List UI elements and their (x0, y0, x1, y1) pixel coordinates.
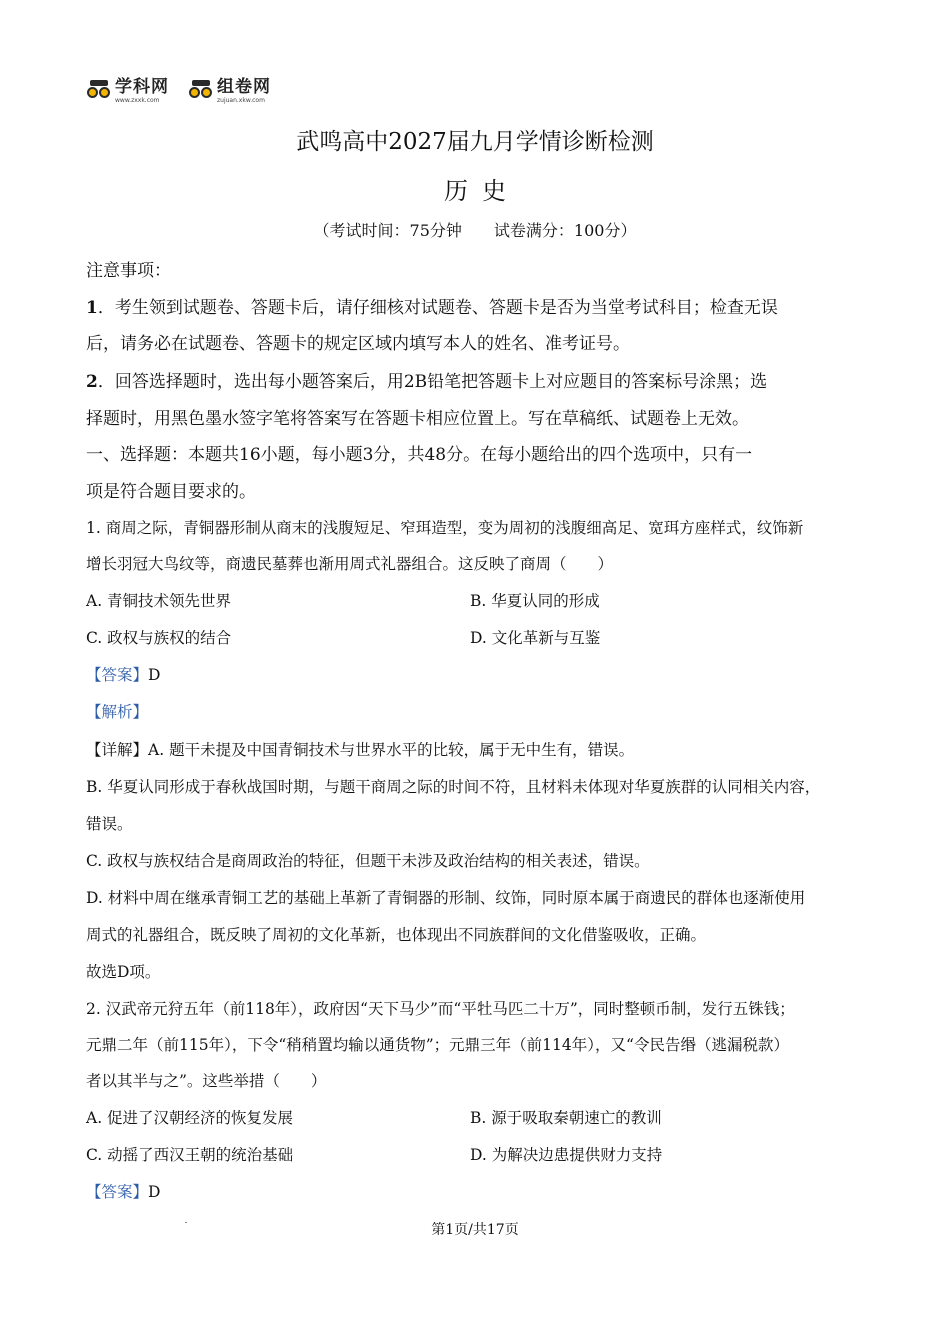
answer-value: D (148, 1183, 161, 1201)
note-item-2-line1 (86, 367, 767, 392)
question-1-detail-line6: 周式的礼器组合，既反映了周初的文化革新，也体现出不同族群间的文化借鉴吸收，正确。 (86, 926, 707, 944)
question-1-detail-line4: C. 政权与族权结合是商周政治的特征，但题干未涉及政治结构的相关表述，错误。 (86, 852, 650, 870)
answer-tag: 【答案】 (86, 666, 149, 684)
question-1-option-b: B. 华夏认同的形成 (470, 592, 600, 610)
note-text: ．回答选择题时，选出每小题答案后，用2B铅笔把答题卡上对应题目的答案标号涂黑；选 (97, 372, 768, 392)
owl-logo-icon (188, 80, 214, 102)
logo-url: www.zxxk.com (115, 96, 160, 104)
question-2-option-d: D. 为解决边患提供财力支持 (470, 1146, 663, 1164)
answer-value: D (148, 666, 161, 684)
question-1-answer (86, 663, 160, 685)
note-number: 2 (86, 372, 98, 392)
question-1-option-d: D. 文化革新与互鉴 (470, 629, 601, 647)
exam-subject: 历史 (444, 177, 520, 205)
question-2-option-a: A. 促进了汉朝经济的恢复发展 (86, 1109, 294, 1127)
logo-url: zujuan.xkw.com (217, 96, 265, 104)
section-heading-line2: 项是符合题目要求的。 (86, 482, 256, 502)
page-number: 第1页/共17页 (431, 1222, 519, 1238)
owl-logo-icon (86, 80, 112, 102)
exam-info: （考试时间：75分钟 试卷满分：100分） (313, 221, 637, 240)
question-2-stem-line2: 元鼎二年（前115年），下令“稍稍置均输以通货物”；元鼎三年（前114年），又“令民告缗（逃漏税款） (86, 1036, 789, 1054)
question-1-detail-line5: D. 材料中周在继承青铜工艺的基础上革新了青铜器的形制、纹饰，同时原本属于商遗民的群体也逐渐使用 (86, 889, 806, 907)
question-1-option-a: A. 青铜技术领先世界 (86, 592, 232, 610)
logo-name: 组卷网 (217, 76, 271, 97)
question-1-analysis-tag: 【解析】 (86, 703, 149, 721)
question-1-detail-line2: B. 华夏认同形成于春秋战国时期，与题干商周之际的时间不符，且材料未体现对华夏族群的认同相关内容， (86, 778, 821, 796)
question-1-option-c: C. 政权与族权的结合 (86, 629, 232, 647)
zujuan-logo (188, 76, 271, 106)
answer-tag: 【答案】 (86, 1183, 149, 1201)
note-item-1-line2: 后，请务必在试题卷、答题卡的规定区域内填写本人的姓名、准考证号。 (86, 334, 630, 354)
detail-tag: 【详解】 (86, 741, 149, 759)
note-text: ．考生领到试题卷、答题卡后，请仔细核对试题卷、答题卡是否为当堂考试科目；检查无误 (97, 298, 778, 318)
question-2-stem-line1: 2. 汉武帝元狩五年（前118年），政府因“天下马少”而“平牡马匹二十万”，同时整顿币制，发行五铢钱； (86, 1000, 795, 1018)
section-heading-line1: 一、选择题：本题共16小题，每小题3分，共48分。在每小题给出的四个选项中，只有一 (86, 445, 753, 465)
detail-text: A. 题干未提及中国青铜技术与世界水平的比较，属于无中生有，错误。 (148, 741, 635, 759)
logo-name: 学科网 (115, 76, 169, 97)
question-2-stem-line3: 者以其半与之”。这些举措（ ） (86, 1072, 327, 1090)
question-1-stem-line2: 增长羽冠大鸟纹等，商遗民墓葬也渐用周式礼器组合。这反映了商周（ ） (86, 555, 614, 573)
xueke-logo (86, 76, 169, 106)
notes-heading: 注意事项： (86, 261, 171, 281)
question-1-detail-line1 (86, 738, 634, 760)
note-item-2-line2: 择题时，用黑色墨水签字笔将答案写在答题卡相应位置上。写在草稿纸、试题卷上无效。 (86, 409, 749, 429)
question-1-detail-line7: 故选D项。 (86, 963, 161, 981)
question-1-stem-line1: 1. 商周之际，青铜器形制从商末的浅腹短足、窄珥造型，变为周初的浅腹细高足、宽珥方座样式，纹饰新 (86, 519, 804, 537)
question-2-answer (86, 1180, 160, 1202)
question-2-option-b: B. 源于吸取秦朝速亡的教训 (470, 1109, 662, 1127)
question-1-detail-line3: 错误。 (86, 815, 133, 833)
note-number: 1 (86, 298, 98, 318)
note-item-1-line1 (86, 293, 778, 318)
question-2-option-c: C. 动摇了西汉王朝的统治基础 (86, 1146, 294, 1164)
exam-title: 武鸣高中2027届九月学情诊断检测 (296, 129, 654, 155)
